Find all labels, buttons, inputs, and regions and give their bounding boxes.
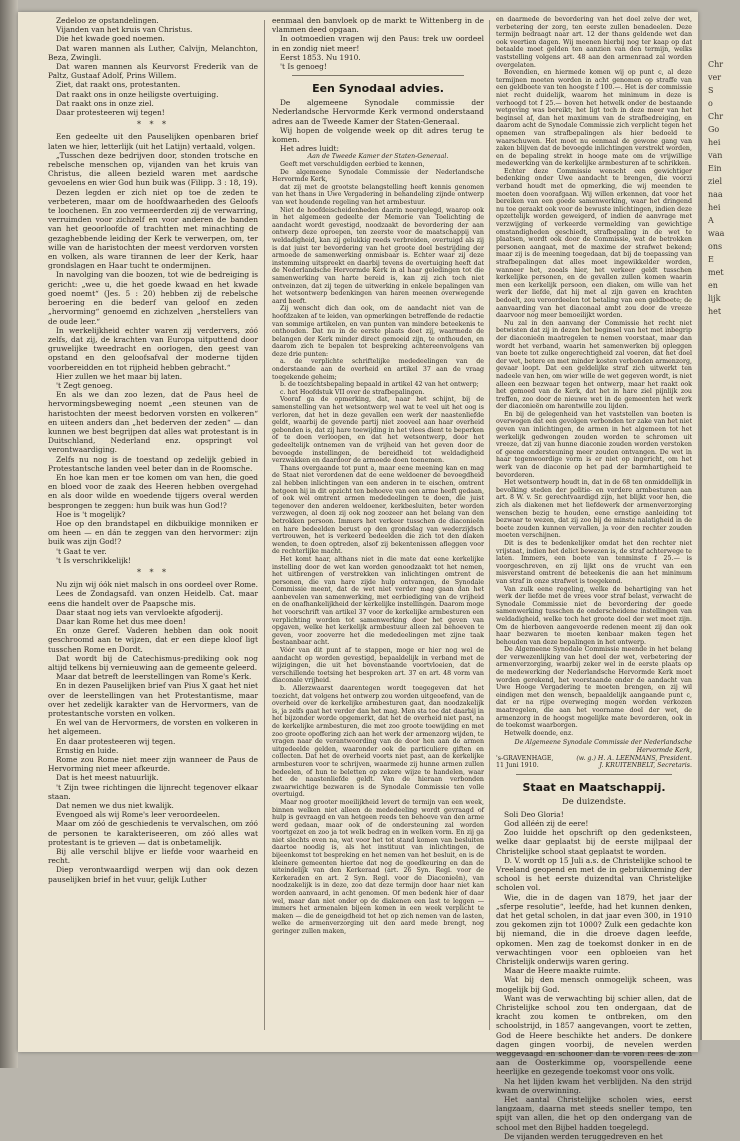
paragraph: En als we dan zoo lezen, dat de Paus heel de hervormingsbeweging noemt „een steunen van de haristochten der meest bedorven vorsten en volkeren“ en uiteen anders dan „het bederven der zeden“ — dan kunnen we best begrijpen dat alles wat protestant is in Duitschland, Nederland enz. opspringt vol verontwaardiging. (48, 390, 258, 455)
signature-secretary: J. KRUITENBELT, Secretaris. (599, 762, 692, 770)
paragraph: b. Allerzwaarst daarentegen wordt toegegeven dat het toezicht, dat volgens het ontwerp zou worden uitgeoefend, van de overheid over de kerkelijke armbesturen gaat, dan noodzakelijk is, ja zelfs gaat het verder dan het mag. Men sta toe dat daarbij in het bijzonder worde opgemerkt, dat het de overheid niet past, na de kerkelijke armbesturen, die met zoo groote toewijding en met zoo groote opoffering zich aan het werk der armenzorg wijden, te vragen naar de verantwoording van de door hen aan de armen uitgedeelde gelden, waaronder ook de particuliere giften en collecten. Dat het de overheid voorts niet past, aan de kerkelijke armbesturen voor te schrijven, waarmede zij hunne armen zullen bedeelen, of hun te beletten op zekere wijze te handelen, waar het de naastenliefde geldt. Van de hieraan verbonden zwaarwichtige bezwaren is de Synodale Commissie ten volle overtuigd. (272, 685, 484, 799)
column-rule (489, 20, 490, 1030)
fragment: ver (708, 73, 722, 82)
paragraph: 't Gaat te ver. (56, 546, 107, 556)
signature-block (496, 739, 692, 769)
fragment: waa (708, 229, 725, 238)
paragraph: Geeft met verschuldigden eerbied te kennen, (280, 161, 425, 169)
paragraph: Diep verontwaardigd werpen wij dan ook dezen pauselijken brief in het vuur, gelijk Luther (48, 865, 258, 884)
signature-place: 's-GRAVENHAGE, (496, 754, 554, 762)
fragment: o (708, 99, 713, 108)
signature-org: De Algemeene Synodale Commissie der Nederlandsche Hervormde Kerk, (514, 739, 692, 754)
paragraph: De vijanden werden teruggedreven en het (504, 1131, 663, 1141)
paragraph: Het wetsontwerp houdt in, dat in de 68 ten onmiddellijk in bevolking steden der politie- en verdere armbesturen aan art. 8 W. v. Sr. gerechtvaardigd zijn, het blijkt voor hen, die zich als diakenen met het liefdewerk der armenverzorging wenschen bezig te houden, eene ernstige aanleiding tot bezwaar te wezen, dat zij zoo bij de minste nalatigheid in de boete zouden kunnen vervallen, ja voor den rechter zouden moeten verschijnen. (496, 479, 692, 540)
fragment: hei (708, 203, 721, 212)
paragraph: Maar de Heere maakte ruimte. (504, 966, 621, 976)
address-title: Aan de Tweede Kamer der Staten-Generaal. (307, 153, 449, 161)
fragment: Go (708, 125, 720, 134)
column-right (496, 16, 692, 1141)
paragraph: Na het lijden kwam het verblijden. Na den strijd kwam de overwinning. (496, 1076, 692, 1095)
paragraph: Vóór van dit punt af te stappen, moge er hier nog wel de aandacht op worden gevestigd, bepaaldelijk in verband met de wijzigingen, die uit het bovenstaande voortvloeien, dat de verschillende toetsing het besproken art. 37 en art. 48 vorm van diaconale vrijheid. (272, 647, 484, 685)
paragraph: Dezen legden er zich niet op toe de zeden te verbeteren, maar om de hoofdwaarheden des Geloofs te loochenen. En zoo vermeerderden zij de verwarring, verruimden voor zichzelf en voor anderen de banden van het geoorloofde of trachtten met minachting de gezaghebbende leiding der Kerk te verwerpen, om, ter wille van de haristochten der meest verdorven vorsten en volken, als ware tirannen de leer der Kerk, haar grondslagen en Haar tucht te ondermijnen. (48, 187, 258, 271)
poem-line: Daar protesteeren wij tegen! (56, 108, 165, 118)
paragraph: En hoe kan men er toe komen om van hen, die goed en bloed voor de zaak des Heeren hebben overgehad en als door wilde en woedende tijgers overal werden besprongen te zeggen: hun buik was hun God!? (48, 472, 258, 510)
column-rule (264, 20, 265, 1030)
paragraph: Dit is des te bedenkelijker omdat het den rechter niet vrijstaat, indien het delict bewezen is, de straf achterwege te laten. Immers, een boete van tenminste f 25.— is voorgeschreven, en zij lijkt ons de vrucht van een misverstand omtrent de beteekenis die aan het minimum van straf in onze strafwet is toegekend. (496, 539, 692, 585)
poem-line: Dat waren mannen als Luther, Calvijn, Melanchton, Beza, Zwingli. (48, 43, 258, 62)
paragraph: Hier zullen we het maar bij laten. (56, 371, 183, 381)
divider (516, 774, 672, 775)
book-binding-edge (0, 0, 18, 1068)
fragment: S (708, 86, 714, 95)
paragraph: „Tusschen deze bedrijven door, stonden trotsche en rebelsche menschen op, vijanden van het kruis van Christus, die alleen bezield waren met aardsche gevoelens en wier God hun buik was (Filipp. 3 : 18, 19). (48, 150, 258, 188)
paragraph: Een gedeelte uit den Pauselijken openbaren brief laten we hier, letterlijk (uit het Latijn) vertaald, volgen. (48, 132, 258, 151)
poem-line: Vijanden van het kruis van Christus. (56, 25, 193, 35)
poem-line: Dat raakt ons in onze heiligste overtuiging. (56, 89, 219, 99)
divider (292, 75, 464, 76)
paragraph: Thans overgaande tot punt a, maar eene meening kan en mag de Staat niet verordenen dat de eene weldoener de bevoegdheid zal hebben inlichtingen van een anderen in te eischen, omtrent hetgeen hij in dit opzicht ten behoeve van een arme heeft gedaan, of ook wel omtrent armen mededeelingen te doen, die juist tegenover den anderen weldoener, kerkbesluiten, beter worden verzwegen, al doen zij ook nog zoozeer aan het belang van den betrokken persoon. Immers het verkeer tusschen de diaconieën en hare bedeelden berust op den grondslag van wederzijdsch vertrouwen, het is verkeerd bedeelden die zich tot den diaken wenden, te doen optreden, alsof zij bekentenissen afleggen voor de rechterlijke macht. (272, 464, 484, 556)
paragraph: In werkelijkheid echter waren zij verdervers, zóó zelfs, dat zij, de krachten van Europa uitputtend door gruwelijke tweedracht en oorlogen, den geest van opstand en den geloofsafval der moderne tijden voorbereidden en tot rijpheid hebben gebracht.“ (48, 325, 258, 372)
paragraph: En wel van de Hervormers, de vorsten en volkeren in het algemeen. (48, 718, 258, 737)
paragraph: Bovendien, en hiermede komen wij op punt c, al deze termijnen moeten worden in acht genomen op straffe van een geldboete van ten hoogste f 100.—. Het is der commissie niet recht duidelijk, waarom het minimum in deze is verhoogd tot f 25.— boven het hetwelk onder de bestaande wetgeving was bereikt; het ligt toch in deze meer van het beginsel af, dan het maximum van de strafbedreiging, en daarom acht de Synodale Commissie zich verplicht tegen het opnemen van strafbepalingen als hier bedoeld te waarschuwen. Het moet nu eenmaal de gewone gang van zaken blijven dat de bevoegde inlichtingen verstrekt worden, en de bepaling strekt in hooge mate om de vrijwillige medewerking van de kerkelijke armbesturen af te schrikken. (496, 69, 692, 168)
paragraph: God alléén zij de eere! (504, 818, 589, 828)
fragment: van (708, 151, 723, 160)
paragraph: Daar kan Rome het dus mee doen! (56, 617, 186, 626)
paragraph: Nu zal in den aanvang der Commissie het recht niet betwisten dat zij in dezen het beginsel van het met inbegrip der diaconieën maatregelen te nemen voorstaat, maar dan wordt het verband, waarin het samenwerken bij opleggen van boete tot zulke ongerechtigheid zal voeren, dat het doel der wet, betere en met minder kosten verbonden armenzorg, gevaar loopt. Dat een geldelijke straf zich uitwerkt ten nadeele van hen, om wier wille de wet gegeven wordt, is niet alleen een bezwaar tegen het ontwerp, maar het raakt ook het gemoed van de Kerk, dat het in hare ziel pijnlijk zou treffen, zoo door de nieuwe wet in de gemeenten het werk der diaconieën om harentwille zou lijden. (496, 319, 692, 411)
paragraph: Ernstig en luide. (56, 745, 119, 755)
paragraph: Hoe is 't mogelijk? (56, 509, 126, 519)
paragraph: 't Is verschrikkelijk! (56, 555, 131, 565)
paragraph: Dat wordt bij de Catechismus-prediking ook nog altijd telkens bij vernieuwing aan de gemeente geleerd. (48, 653, 258, 673)
fragment: E (708, 255, 714, 264)
paragraph: De Algemeene Synodale Commissie meende in het belang der verwezenlijking van het doel der wet, verbetering der armenverzorging, waarbij zeker wel in de eerste plaats op de medewerking der Nederlandsche Hervormde Kerk moet worden gerekend, het voorstaande onder de aandacht van Uwe Hooge Vergadering te moeten brengen, en zij wil eindigen met den wensch, bepaaldelijk aangaande punt c, dat er na rijpe overweging mogen worden verkozen maatregelen, die aan het voorname doel der wet, de armenzorg in de hoogst mogelijke mate bevorderen, ook in de toekomst waarborgen. (496, 646, 692, 730)
paragraph: Wie, die in de dagen van 1879, het jaar der „sferpe resolutie“, leefde, had het kunnen denken, dat het getal scholen, in dat jaar even 300, in 1910 zou gekomen zijn tot 1000? Zulk een gedachte kon bij niemand, die in die droeve dagen leefde, opkomen. Men zag de toekomst donker in en de verwachtingen voor een opbloeien van het Christelijk onderwijs waren gering. (496, 892, 692, 967)
paragraph: Maar dat betreft de leerstellingen van Rome's Kerk. (56, 672, 252, 682)
paragraph: dat zij met de grootste belangstelling heeft kennis genomen van het thans in Uwe Vergadering in behandeling zijnde ontwerp van wet houdende regeling van het armbestuur. (272, 183, 484, 206)
paragraph: Zelfs nu nog is de toestand op zedelijk gebied in Protestantsche landen veel beter dan in de Roomsche. (48, 454, 258, 473)
poem-line: Die het kwade goed noemen. (56, 34, 165, 44)
paragraph: Soli Deo Gloria! (504, 809, 564, 819)
paragraph: Hoe op den brandstapel en dikbuikige monniken er om heen — en dán te zeggen van den hervormer: zijn buik was zijn God!? (48, 518, 258, 547)
paragraph: 't Is genoeg! (280, 62, 327, 72)
paragraph: Zoo luidde het opschrift op den gedenksteen, welke daar geplaatst bij de eerste mijlpaal der Christelijke school staat geplaatst te worden. (496, 828, 692, 856)
paragraph: Daar staat nog iets van vervloekte afgoderij. (56, 607, 223, 617)
paragraph: Maar om zóó de geschiedenis te vervalschen, om zóó de personen te karakteriseeren, om zóó alles wat protestant is te grieven — dat is onbetamelijk. (48, 819, 258, 847)
fragment: lijk (708, 294, 721, 303)
paragraph: Maar nog grooter moeilijkheid levert de termijn van een week, binnen welken niet alleen de mededeeling wordt gevraagd of hulp is gevraagd en van hetgeen reeds ten behoeve van den arme werd gedaan, maar ook of de ondersteuning zal worden voortgezet en zoo ja tot welk bedrag en in welken vorm. En zij ga niet slechts even na, wat voor het tot stand komen van besluiten daartoe noodig is, als het instituut van inlichtingen, de bijeenkomst tot bespreking en het nemen van het besluit, en is de kleinere gemeenten hiertoe dat nog de goedkeuring en dan de uiteindelijk van den Kerkeraad (art. 26 Syn. Regl. voor de Kerkeraden en art. 2 Syn. Regl. voor de Diaconieën), van noodzakelijk is in deze, zoo dat deze termijn door haar niet kan worden aanvaard, in acht genomen. Of men bedenk hier of daar wel, maar dan niet onder op de diakenen een last te leggen — immers het armenalen bijeen komen in een week verplicht te maken — die de geneigdheid tot het op zich nemen van de lasten, welke de armenverzorging uit den aard mede brengt, nog geringer zullen maken, (272, 798, 484, 935)
fragment: Ein (708, 164, 722, 173)
poem-line: Dat raakt ons in onze ziel. (56, 98, 154, 108)
paragraph: Zij wenscht dich dan ook, om de aandacht niet van de hoofdzaken af te leiden, van opmerkingen betreffende de redactie van sommige artikelen, en van punten van mindere beteekenis te onthouden. Dat nu in de eerste plaats doet zij, waarmede de belangen der Kerk minder direct gemoeid zijn, te onthouden, en daarom zich te bepalen tot bespreking achtereenvolgens van deze drie punten: (272, 305, 484, 358)
paragraph: Want was de verwachting bij schier allen, dat de Christelijke school zou ten ondergaan, dat de kracht zou komen te ontbreken, om den schoolstrijd, in 1857 aangevangen, voort te zetten, God de Heere beschikte het anders. De donkere dagen gingen voorbij, de nevelen werden weggevaagd en schooner dan te voren rees de zon aan de Oosterkimme op, voorspellende eene heerlijke en gezegende toekomst voor ons volk. (496, 993, 692, 1077)
fragment: A (708, 216, 714, 225)
paragraph: Vooraf ga de opmerking, dat, naar het schijnt, bij de samenstelling van het wetsontwerp wel wat te veel uit het oog is verloren, dat het in deze gevallen een werk der naastenliefde geldt, waarbij de gevende partij niet zooveel aan haar overheid gebonden is, dat zij hare toewijding in het vlees dient te beperken of te doen verloopen, en dat het wetsontwerp, door het gedeeltelijk ontnemen van de vrijheid van het geven door de bevoegde instellingen, de bereidheid tot weldadigheid verzwakken en daardoor de armoede doen toenemen. (272, 396, 484, 465)
section-heading: Staat en Maatschappij. (522, 780, 666, 794)
newspaper-page (18, 12, 698, 1141)
paragraph: Wat bij den mensch onmogelijk scheen, was mogelijk bij God. (496, 975, 692, 994)
fragment: het (708, 307, 722, 316)
address-body (272, 161, 484, 936)
fragment: naa (708, 190, 723, 199)
paragraph: De algemeene Synodale Commissie der Nederlandsche Hervormde Kerk, (272, 168, 484, 184)
address-continued (496, 16, 692, 737)
paragraph: D. V. wordt op 15 Juli a.s. de Christelijke school te Vreeland geopend en met de in gebruikneming der school is het eerste duizendtal van Christelijke scholen vol. (496, 855, 692, 893)
signature-date: 11 Juni 1910. (496, 762, 539, 770)
paragraph: Echter deze Commissie wenscht een gewichtiger bedenking onder Uwe aandacht te brengen, die voorzi verband houdt met de opmerking, die wij meenden te moeten doen voorafgaan. Wij willen erkennen, dat voor het bereiken van een goede samenwerking, waar het dringend nu toe geraakt ook voor de bewuste inlichtingen, indien deze opzettelijk worden geweigerd, of indien de aanvrage met verzwijging of verkeerde vermelding van gewichtige omstandigheden geschiedt, strafbepaling in de wet te plaatsen, wordt ook door de Commissie, wat de betrokken personen aangaat, met de maxime der strafwet bekend; maar zij is de meening toegedaan, dat bij de toepassing van strafbepalingen dat alles moet ingewikkelder worden, wanneer het, zooals hier, het verkeer geldt tusschen kerkelijke personen, en de gevallen zullen komen waarin men een kerkelijk persoon, een diaken, om wille van het werk der liefde, dat hij met al zijn gaven en krachten bedoelt, zou veroordeelen tot betaling van een geldboete; de aanvaarding van het diaconaal ambt zou door de vreeze daarvoor nog meer bemoeilijkt worden. (496, 167, 692, 320)
signature-president: (w. g.) H. A. LEENMANS, President. (576, 754, 692, 762)
paragraph: En in dezen Pauselijken brief van Pius X gaat het niet over de leerstellingen van het Protestantisme, maar over het zedelijk karakter van de Hervormers, van de protestantsche vorsten en volken. (48, 681, 258, 719)
fragment: ziel (708, 177, 723, 186)
paragraph: Lees de Zondagsafd. van onzen Heidelb. Cat. maar eens die handelt over de Paapsche mis. (48, 589, 258, 608)
adjacent-page-edge (700, 40, 740, 1040)
paragraph: 't Zijn twee richtingen die lijnrecht tegenover elkaar staan. (48, 782, 258, 801)
poem-line: Dat waren mannen als Keurvorst Frederik van de Paltz, Gustaaf Adolf, Prins Willem. (48, 62, 258, 81)
fragment: ons (708, 242, 723, 251)
paragraph: Evengoed als wij Rome's leer veroordeelen. (56, 810, 220, 820)
paragraph: Eerst 1853. Nu 1910. (280, 52, 361, 62)
paragraph: De algemeene Synodale commissie der Nederlandsche Hervormde Kerk vermond onderstaand adres aan de Tweede Kamer der Staten-Generaal. (272, 98, 484, 126)
fragment: Chr (708, 112, 724, 121)
paragraph: Niet de hoofdeischeidenheden daarin neergelegd, waarop ook in het algemeen gedeelte der Memorie van Toelichting de aandacht wordt gevestigd, noodzaakt de bevordering der aan ontwerp deze oproepen, ten zeerste voor de maatschappij van weldadigheid, kan zij gelukkig reeds verbreiden, overtuigd als zij is dat juist ter bevordering van het groote doel bestrijding der armoede de samenwerking onmisbaar is. Echter waar zij deze instemming uitspreekt en daarbij tevens de overtuiging heeft dat de Nederlandsche Hervormde Kerk in al haar geledingen tot die samenwerking van harte bereid is, kan zij zich toch niet ontveinzen, dat zij tegen de uitwerking in enkele bepalingen van het wetsontwerp bedenkingen van haren meenen overwegende aard heeft. (272, 206, 484, 305)
paragraph: En daar protesteeren wij tegen. (56, 736, 176, 746)
paragraph: Het adres luidt: (280, 144, 340, 154)
column-left (48, 16, 258, 1034)
fragment: en (708, 281, 718, 290)
paragraph: Dat is het meest natuurlijk. (56, 773, 159, 783)
paragraph: Bij alle verschil blijve er liefde voor waarheid en recht. (48, 847, 258, 866)
paragraph: Hetwelk doende, enz. (504, 729, 574, 737)
poem-lines (48, 16, 258, 117)
article-heading: Een Synodaal advies. (312, 82, 444, 96)
paragraph: Het aantal Christelijke scholen wies, eerst langzaam, daarna met steeds sneller tempo, ten spijt van allen, die het op den ondergang van de school met den Bijbel hadden toegelegd. (496, 1095, 692, 1132)
paragraph: Het komt haar, althans niet in die mate dat eene kerkelijke instelling door de wet kan worden genoodzaakt tot het nemen, het uitbrengen of verstrekken van inlichtingen omtrent de personen, die van hare zijde hulp ontvangen, de Synodale Commissie meent, dat de wet niet verder mag gaan dan het aanbevelen van samenwerking, met eerbiediging van de vrijheid en de onafhankelijkheid der kerkelijke instellingen. Daarom moge het voorschrift van artikel 37 voor de kerkelijke armbesturen een verplichting worden tot samenwerking door het geven van opgaven, welke het kerkelijk armbestuur alleen zal behoeven te geven, voor zooverre het die mededeelingen met zijne taak bestaanbaar acht. (272, 555, 484, 647)
paragraph: b. de toezichtsbepaling bepaald in artikel 42 van het ontwerp; (280, 381, 479, 389)
poem-line: Zedeloo ze opstandelingen. (56, 16, 159, 25)
paragraph: Van zulk eene regeling, welke de behartiging van het werk der liefde met de vrees voor straf belast, verwacht de Synodale Commissie niet de bevordering der goede samenwerking tusschen de onderscheidene instellingen van weldadigheid, welke toch het groote doel der wet moet zijn. Om de hierboven aangevoerde redenen meent zij dan ook haar bezwaren te moeten kenbaar maken tegen het behouden van deze bepalingen in het ontwerp. (496, 585, 692, 646)
column-middle (272, 16, 484, 1034)
paragraph: Dat nemen we dus niet kwalijk. (56, 801, 174, 811)
poem-line: Ziet, dat raakt ons, protestanten. (56, 80, 181, 90)
fragment: Chr (708, 60, 724, 69)
section-stars: * * * (136, 567, 170, 577)
paragraph: a. de verplichte schriftelijke mededeelingen van de onderstaande aan de overheid en artikel 37 aan de vraag toegekende geheim; (272, 358, 484, 381)
paragraph: en daarmede de bevordering van het doel zelve der wet, verbetering der zorg, ten eerste zullen benadeelen. Deze termijn bedraagt naar art. 12 der thans geldende wet dan ook veertien dagen. Wij meenen hierbij nog ter kaap op dat betaalde moet gelden ten aanzien van den termijn, welks vaststelling volgens art. 48 aan den armenraad zal worden overgelaten. (496, 16, 692, 69)
paragraph: In navolging van die boozen, tot wie de bedreiging is gericht: „wee u, die het goede kwaad en het kwade goed noemt“ (Jes. 5 : 20) hebben zij de rebelsche beroering en die bederf van geloof en zeden „hervorming“ genoemd en zichzelven „herstellers van de oude leer.“ (48, 270, 258, 326)
paragraph: 't Zegt genoeg. (56, 380, 113, 390)
fragment: hei (708, 138, 721, 147)
fragment: met (708, 268, 724, 277)
paragraph: In ootmoedien vragen wij den Paus: trek uw oordeel in en zondig niet meer! (272, 34, 484, 53)
section-stars: * * * (136, 120, 170, 130)
paragraph: En bij de gelegenheid van het vaststellen van boeten is overwogen dat een gevolgen verbonden ter zake van het niet geven van inlichtingen, de armen in het algemeen tot het werkelijk gedwongen zouden worden te schromen uit vreeze, dat zij van hunne diaconie zouden worden verstoken of geene ondersteuning meer zouden ontvangen. De wet in haar tegenwoordige vorm is er niet op ingericht, om het werk van de diaconie op het pad der barmhartigheid te bevorderen. (496, 410, 692, 479)
paragraph: Wij hopen de volgende week op dit adres terug te komen. (272, 125, 484, 145)
paragraph: c. het Hoofdstuk VII over de strafbepalingen. (280, 388, 425, 396)
paragraph: Rome zou Rome niet meer zijn wanneer de Paus de Hervorming niet meer afkeurde. (48, 755, 258, 774)
paragraph: Nu zijn wij óók niet malsch in ons oordeel over Rome. (56, 580, 259, 590)
article-subheading: De duizendste. (561, 796, 627, 807)
paragraph: En onze Geref. Vaderen hebben dan ook nooit geschroomd aan te wijzen, dat er een diepe kloof ligt tusschen Rome en Dordt. (48, 626, 258, 654)
paragraph: eenmaal den banvloek op de markt te Wittenberg in de vlammen deed opgaan. (272, 16, 484, 35)
